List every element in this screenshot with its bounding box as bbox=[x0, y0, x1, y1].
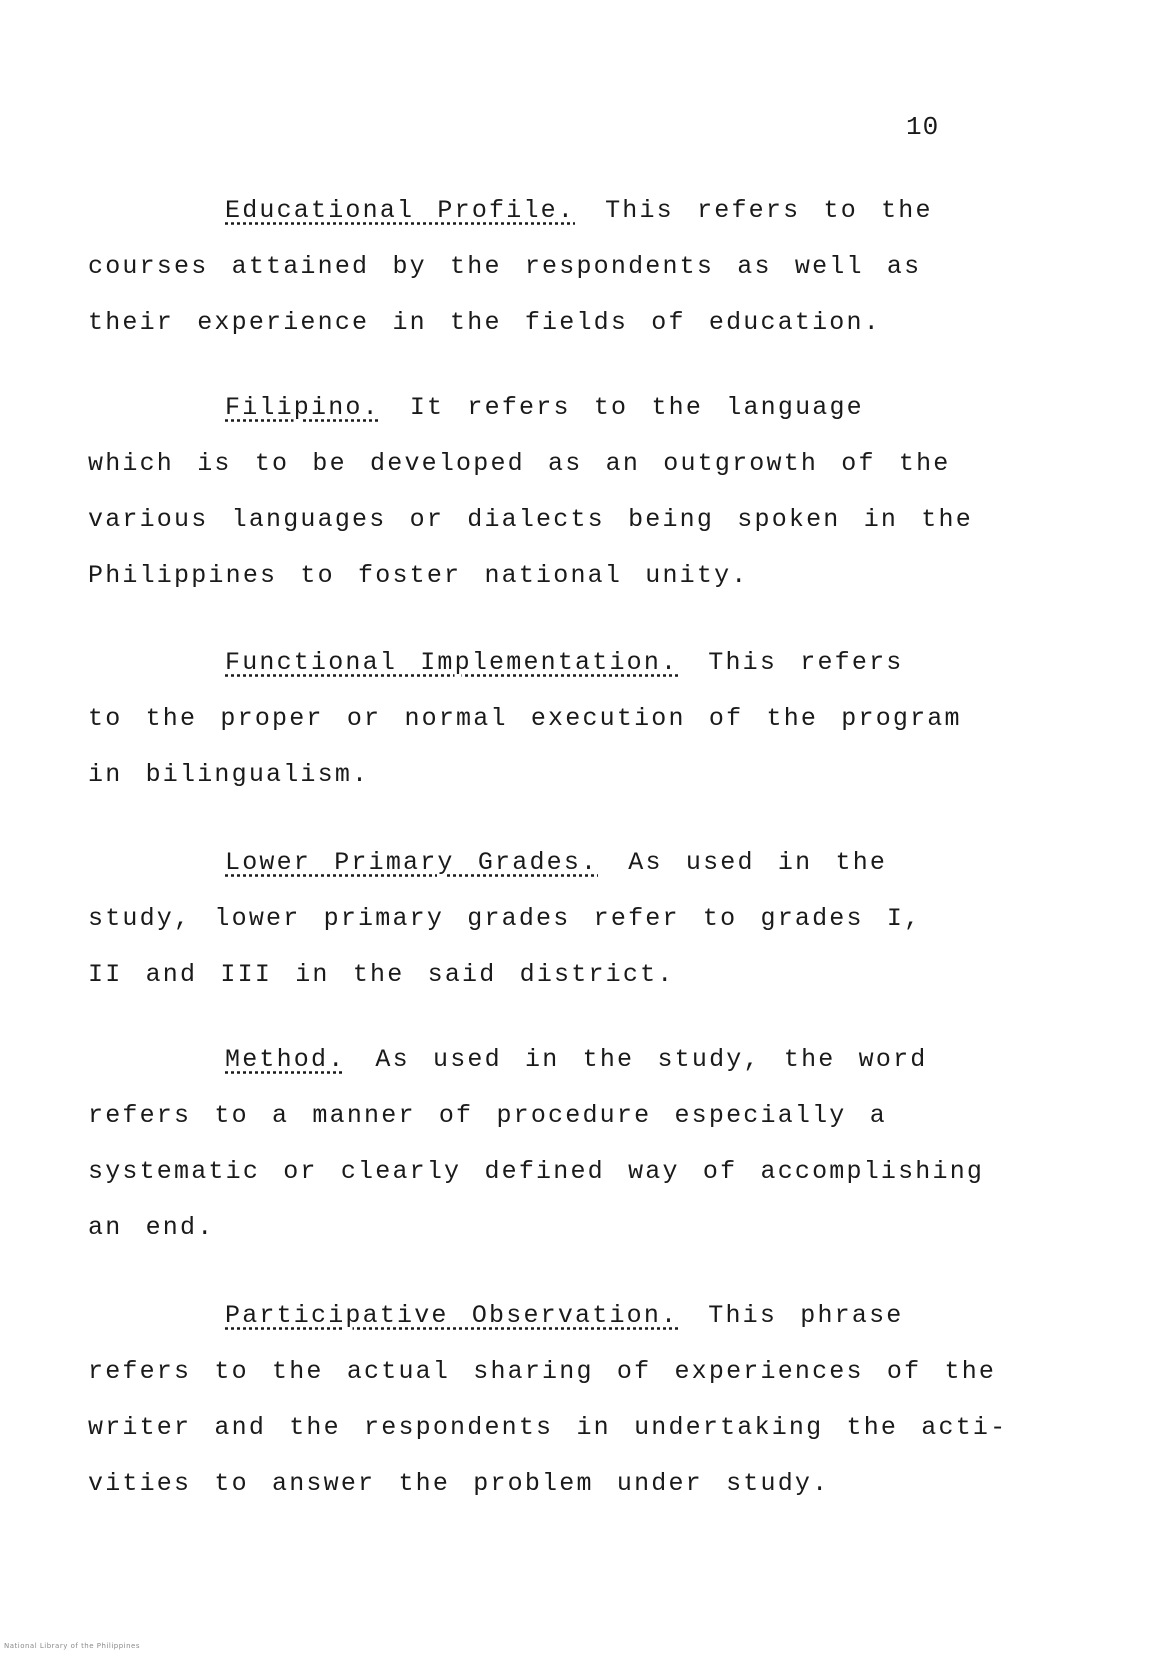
definition-lower-primary-grades bbox=[88, 835, 968, 1003]
definition-text: It refers to the language bbox=[409, 393, 864, 422]
definition-text: an end. bbox=[88, 1213, 215, 1242]
definition-term: Participative Observation. bbox=[225, 1301, 679, 1330]
definition-text: This phrase bbox=[708, 1301, 904, 1330]
scan-footer: National Library of the Philippines bbox=[4, 1642, 140, 1650]
definition-educational-profile bbox=[88, 183, 968, 351]
definition-text: study, lower primary grades refer to grades I, bbox=[88, 904, 922, 933]
definition-term: Method. bbox=[225, 1045, 346, 1074]
definition-filipino bbox=[88, 380, 973, 604]
definition-functional-implementation bbox=[88, 635, 968, 803]
definition-text: As used in the bbox=[628, 848, 888, 877]
definition-text: This refers to the bbox=[605, 196, 933, 225]
definition-text: their experience in the fields of education. bbox=[88, 308, 881, 337]
definition-text: in bilingualism. bbox=[88, 760, 370, 789]
definition-text: which is to be developed as an outgrowth of the bbox=[88, 449, 951, 478]
definition-participative-observation bbox=[88, 1288, 1008, 1512]
definition-text: various languages or dialects being spoken in the bbox=[88, 505, 973, 534]
definition-method bbox=[88, 1032, 985, 1256]
definition-text: writer and the respondents in undertaking the acti- bbox=[88, 1413, 1008, 1442]
definition-text: refers to the actual sharing of experiences of the bbox=[88, 1357, 997, 1386]
definition-term: Filipino. bbox=[225, 393, 380, 422]
definition-text: This refers bbox=[708, 648, 904, 677]
definition-term: Educational Profile. bbox=[225, 196, 576, 225]
definition-text: II and III in the said district. bbox=[88, 960, 675, 989]
definition-text: Philippines to foster national unity. bbox=[88, 561, 749, 590]
page-number: 10 bbox=[906, 112, 940, 142]
definition-text: vities to answer the problem under study. bbox=[88, 1469, 830, 1498]
definition-text: courses attained by the respondents as well as bbox=[88, 252, 922, 281]
definition-text: refers to a manner of procedure especially a bbox=[88, 1101, 887, 1130]
definition-term: Lower Primary Grades. bbox=[225, 848, 599, 877]
definition-text: to the proper or normal execution of the program bbox=[88, 704, 962, 733]
definition-text: systematic or clearly defined way of accomplishing bbox=[88, 1157, 985, 1186]
definition-text: As used in the study, the word bbox=[375, 1045, 928, 1074]
definition-term: Functional Implementation. bbox=[225, 648, 679, 677]
